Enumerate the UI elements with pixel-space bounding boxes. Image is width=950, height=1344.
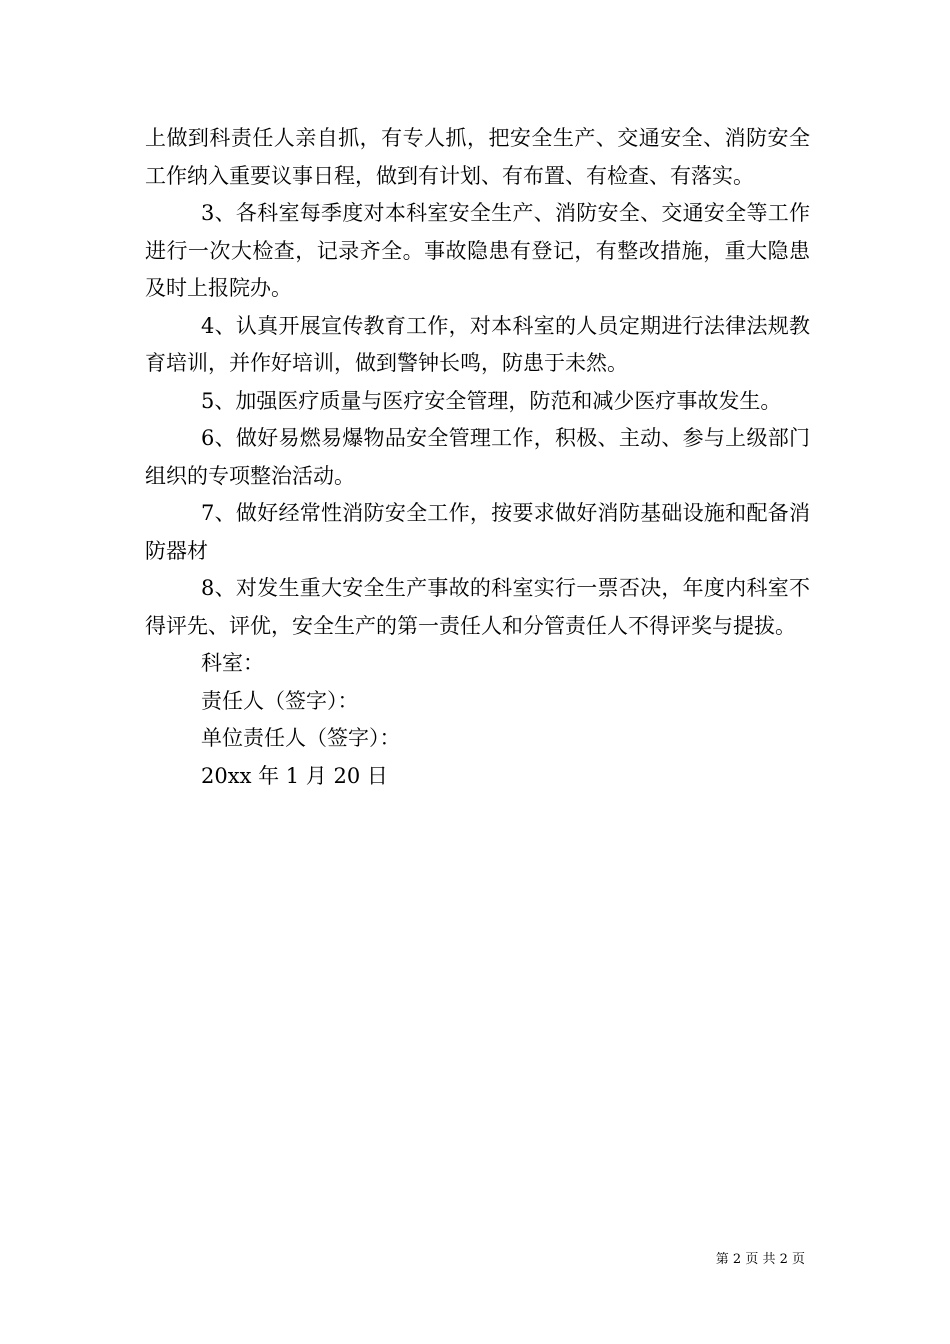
page-number: 第 2 页 共 2 页: [715, 1252, 805, 1267]
signature-date: 20xx 年 1 月 20 日: [201, 763, 388, 788]
department-label: 科室：: [201, 651, 264, 675]
paragraph-item-8: 8、对发生重大安全生产事故的科室实行一票否决，年度内科室不得评先、评优，安全生产的第一责任人和分管责任人不得评奖与提拔。: [145, 576, 810, 638]
paragraph-continuation: 上做到科责任人亲自抓，有专人抓，把安全生产、交通安全、消防安全工作纳入重要议事日程，做到有计划、有布置、有检查、有落实。: [145, 126, 810, 188]
paragraph-item-4: 4、认真开展宣传教育工作，对本科室的人员定期进行法律法规教育培训，并作好培训，做到警钟长鸣，防患于未然。: [145, 313, 810, 375]
paragraph-item-5: 5、加强医疗质量与医疗安全管理，防范和减少医疗事故发生。: [201, 388, 782, 413]
paragraph-item-7: 7、做好经常性消防安全工作，按要求做好消防基础设施和配备消防器材: [145, 501, 810, 563]
paragraph-item-3: 3、各科室每季度对本科室安全生产、消防安全、交通安全等工作进行一次大检查，记录齐全。事故隐患有登记，有整改措施，重大隐患及时上报院办。: [145, 201, 810, 300]
document-body: [145, 120, 810, 795]
responsible-person-label: 责任人（签字）：: [201, 688, 359, 713]
paragraph-item-6: 6、做好易燃易爆物品安全管理工作，积极、主动、参与上级部门组织的专项整治活动。: [145, 426, 810, 488]
unit-responsible-label: 单位责任人（签字）：: [201, 726, 401, 750]
